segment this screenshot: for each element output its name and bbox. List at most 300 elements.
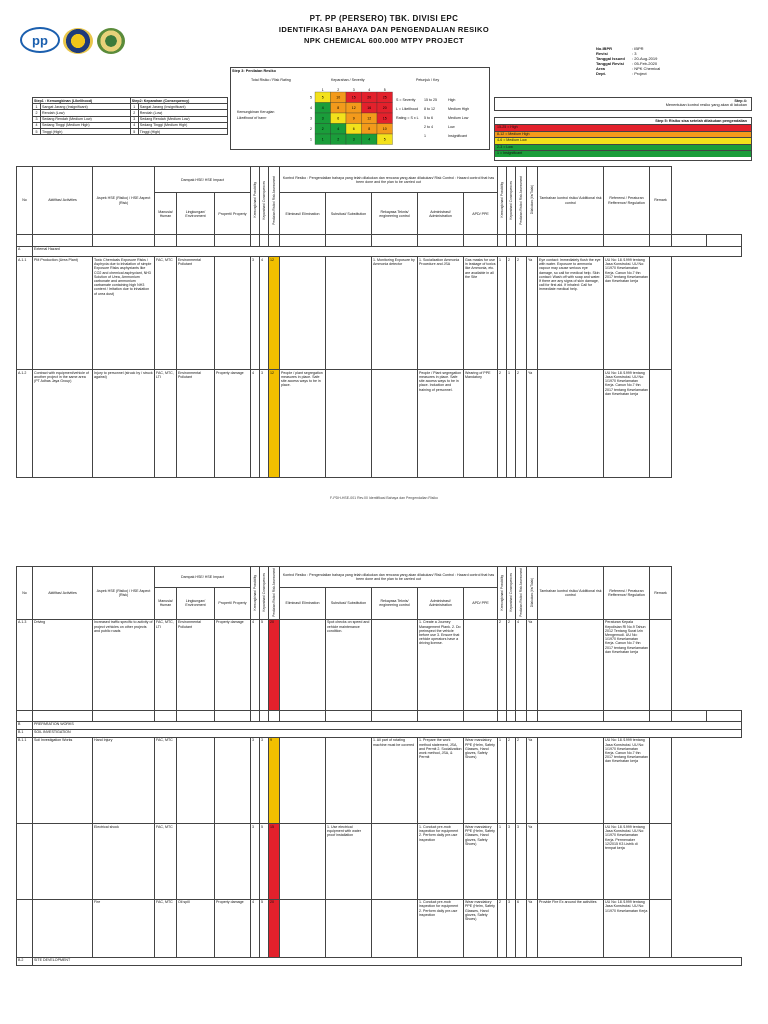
cell-r2: 2	[516, 737, 527, 824]
table-head-row	[17, 167, 742, 193]
step5-level: 8-12 = Medium High	[495, 131, 751, 138]
cell-ref: UU No: 18 /1999 tentang Jasa Konstruksi. UU No: 1/1970 Keselamatan Kerja. Canun No.7 thn 2017 tentang Keselamatan dan Kesehatan kerja	[604, 737, 650, 824]
matrix-cell-value: 10	[336, 95, 341, 100]
matrix-cell-value: 3	[321, 116, 324, 121]
page-footer: F-PDH-HSE-001 Rev.00 Identifikasi Bahaya dan Pengendalian Risiko	[330, 496, 438, 500]
cell-subs	[326, 737, 372, 824]
likelihood-cell: Sedang Tinggi (Medium High)	[41, 122, 131, 128]
cell-rek	[372, 619, 418, 711]
section-code: B.2	[17, 957, 33, 965]
matrix-cell-value: 16	[367, 105, 372, 110]
cell-k: 3	[251, 257, 260, 370]
cell-remark	[650, 899, 672, 957]
cell-aspek: Toxic Chemicals Exposure Risks / Asphyxia due to inhalation of simple Exposure Risks asphyxiants like CO2 and chemical asphyxiant, NH3 Solution of Urea, Ammonium carbonate and ammonium carbamate containing high NH3 content / Irritation due to inhalation of urea dust)	[93, 257, 155, 370]
section-code: A	[17, 246, 33, 257]
cell-remark	[650, 824, 672, 899]
cell-elim: People / plant segregation measures in place. Safe site access ways to be in place.	[280, 370, 326, 478]
matrix-cell-value: 15	[351, 95, 356, 100]
cell-rek: 1. Monitoring Exposure by Ammonia detector	[372, 257, 418, 370]
col-risk-control: Kontrol Resiko : Pengendalian bahaya yang telah dilakukan dan rencana yang akan dilakukan/ Risk Control : Hazard control that has been done and the plan to be carried out	[280, 167, 498, 193]
cell-s2: 2	[507, 737, 516, 824]
cell-dil: Ya	[527, 257, 538, 370]
likelihood-cell: 5	[130, 129, 138, 135]
step5-level: 15-25 = High	[495, 124, 751, 131]
cell-act: PM Production (Urea Plant)	[33, 257, 93, 370]
table-row	[17, 737, 742, 824]
cell-s: 4	[260, 257, 269, 370]
cell-rr: 20	[269, 899, 280, 957]
cell-r2: 2	[516, 370, 527, 478]
likelihood-cell: Tinggi (High)	[41, 129, 131, 135]
matrix-cell-value: 8	[337, 105, 340, 110]
step3-key-level: Medium High	[448, 107, 470, 111]
cell-ref: UU No: 18 /1999 tentang Jasa Konstruksi. UU No: 1/1970 Keselamatan Kerja. Canun No.7 thn 2017 tentang Keselamatan dan Kesehatan kerja	[604, 257, 650, 370]
cell-man: FAC, MTC	[155, 899, 177, 957]
cell-no: A.1.3	[17, 619, 33, 711]
cell-rr: 9	[269, 737, 280, 824]
cell-ling: Environmental Pollutant	[177, 257, 215, 370]
table-row	[17, 370, 742, 478]
cell-k: 3	[251, 737, 260, 824]
col-ppe: APD/ PPE	[464, 193, 498, 235]
cell-elim	[280, 737, 326, 824]
meta-value: : IBPR	[632, 46, 644, 51]
meta-value: : 05-Feb-2020	[632, 61, 658, 66]
cell-adm: 1. Conduct pre-mob inspection for equipment 2. Perform daily pre-use inspection	[418, 824, 464, 899]
section-code: B	[17, 721, 33, 729]
step3-legend-item: Rating = S x L	[396, 116, 419, 120]
step3-key-level: Medium Low	[448, 116, 469, 120]
cell-apd: Gas masks for use in leakage of toxics like Ammonia, etc. are available in all the Site	[464, 257, 498, 370]
col-substitution: Subsitusi/ Substitution	[326, 193, 372, 235]
step3-risk-matrix	[230, 67, 490, 150]
section-row	[17, 721, 742, 729]
col-consequences: Keparahan/ Consequences	[261, 180, 266, 220]
cell-k2: 1	[498, 737, 507, 824]
section-label: PREPARATION WORKS	[33, 721, 742, 729]
table-row	[17, 619, 742, 711]
col-aspect: Aspek HSE (Risiko) / HSE Aspect (Risk)	[93, 567, 155, 620]
cell-s: 3	[260, 370, 269, 478]
matrix-cell-value: 4	[337, 126, 340, 131]
col-administration: Administrasi/ Administration	[418, 587, 464, 619]
cell-man: FAC, MTC, LTI	[155, 370, 177, 478]
col-impact: Dampak HSE/ HSE Impact	[155, 567, 251, 588]
likelihood-cell: 4	[33, 122, 41, 128]
cell-man: FAC, MTC	[155, 257, 177, 370]
step4-subtitle: Menentukan kontrol resiko yang akan di lakukan	[665, 103, 747, 107]
col-done: Dilakukan (Ya/Tidak)	[529, 577, 534, 607]
cell-dil: Ya	[527, 737, 538, 824]
matrix-row-label: 5	[310, 95, 312, 100]
col-possibility-2: Kemungkinan/ Possibility	[499, 182, 504, 218]
step3-keys	[424, 98, 488, 143]
cell-no: A.1.1	[17, 257, 33, 370]
cell-adm: 1. Socialization Ammonia Procedure and JSA	[418, 257, 464, 370]
cell-act	[33, 824, 93, 899]
cell-rr: 12	[269, 370, 280, 478]
col-environment: Lingkungan/ Environment	[177, 193, 215, 235]
matrix-cell-value: 3	[352, 137, 355, 142]
cell-k: 3	[251, 824, 260, 899]
cell-ref: UU No: 18 /1999 tentang Jasa Konstruksi. UU No: 1/1970 Keselamatan Kerja. Permenaker 12/2015 K3 Listrik di tempat kerja	[604, 824, 650, 899]
matrix-cell-value: 25	[382, 95, 387, 100]
matrix-cell-value: 8	[368, 126, 371, 131]
cell-ref: UU No: 18 /1999 tentang Jasa Konstruksi. UU No: 1/1970 Keselamatan Kerja	[604, 899, 650, 957]
cell-aspek: Electrical shock	[93, 824, 155, 899]
matrix-col-label: 3	[352, 88, 355, 92]
cell-s2: 3	[507, 899, 516, 957]
cell-rr: 15	[269, 824, 280, 899]
cell-tamb	[538, 619, 604, 711]
step3-likelihood-label: Kemungkinan Kerugian	[237, 110, 275, 114]
cell-no: A.1.2	[17, 370, 33, 478]
section-label: SITE DEVELOPMENT	[33, 957, 742, 965]
cell-apd	[464, 619, 498, 711]
step3-key-level: High	[448, 98, 456, 102]
matrix-row-label: 4	[310, 105, 312, 110]
cell-tamb	[538, 824, 604, 899]
step3-key-row	[424, 98, 488, 107]
col-risk-assessment-2: Penilaian Risiko/ Risk Assessment	[518, 567, 523, 617]
col-activities: Aktifitas/ Activities	[33, 567, 93, 620]
cell-elim	[280, 619, 326, 711]
cell-rr: 20	[269, 619, 280, 711]
step4-title: Step 4:	[734, 99, 747, 103]
matrix-cell-value: 5	[383, 137, 386, 142]
cell-s: 5	[260, 899, 269, 957]
likelihood-cell: Rendah (Low)	[138, 110, 227, 116]
cell-subs: Spot checks on speed and vehicle maintenance condition.	[326, 619, 372, 711]
likelihood-cell: Sedang Tinggi (Medium High)	[138, 122, 227, 128]
col-risk-assessment-2: Penilaian Risiko/ Risk Assessment	[518, 175, 523, 225]
cell-ling: Environmental Pollutant	[177, 370, 215, 478]
cell-k: 4	[251, 370, 260, 478]
cell-apd: Wearing of PPE Mandatory	[464, 370, 498, 478]
step3-key-row	[424, 107, 488, 116]
cell-dil: Ya	[527, 899, 538, 957]
cell-s2: 2	[507, 619, 516, 711]
step3-key-range: 2 to 4	[424, 125, 433, 129]
col-possibility: Kemungkinan/ Possibility	[252, 182, 257, 218]
col-remark: Remark	[650, 167, 672, 235]
col-ppe: APD/ PPE	[464, 587, 498, 619]
table-row	[17, 824, 742, 899]
cell-s2: 1	[507, 370, 516, 478]
step5-title: Step 5: Risiko sisa setelah dilakukan pengendalian	[655, 119, 747, 123]
spacer-row	[17, 235, 742, 247]
col-reference: Referensi / Peraturan Refference/ Regulation	[604, 167, 650, 235]
hazard-table-page1	[16, 166, 742, 478]
col-activities: Aktifitas/ Activities	[33, 167, 93, 235]
col-done: Dilakukan (Ya/Tidak)	[529, 185, 534, 215]
section-row	[17, 957, 742, 965]
cell-adm: 1. Prepare the work method statement, JSA, and Permit 2. Socialization work method, JSA, & Permit	[418, 737, 464, 824]
step1-header: Step1 : Kemungkinan (Likelihood)	[33, 98, 131, 104]
col-consequences-2: Keparahan/ Consequences	[508, 573, 513, 612]
cell-prop: Property damage	[215, 619, 251, 711]
col-human: Manusia/ Human	[155, 587, 177, 619]
col-reference: Referensi / Peraturan Refference/ Regulation	[604, 567, 650, 620]
matrix-cell-value: 12	[351, 105, 356, 110]
col-administration: Administrasi/ Administration	[418, 193, 464, 235]
meta-key: Area	[596, 66, 605, 71]
col-consequences: Keparahan/ Consequences	[261, 573, 266, 612]
table-head-row	[17, 567, 742, 588]
matrix-col-label: 2	[337, 88, 340, 92]
cell-subs	[326, 899, 372, 957]
step5-box	[494, 117, 752, 161]
cell-dil: Ya	[527, 619, 538, 711]
step3-legend-item: L = Likelihood	[396, 107, 419, 111]
cell-apd: Wear mandatory PPE (Helm, Safety Glasses, Hand gloves, Safety Shoes)	[464, 899, 498, 957]
step3-key-level: Insignificant	[448, 134, 467, 138]
company-name: PT. PP (PERSERO) TBK. DIVISI EPC	[309, 14, 459, 23]
cell-k2: 2	[498, 619, 507, 711]
matrix-cell-value: 15	[382, 116, 387, 121]
cell-k2: 2	[498, 899, 507, 957]
cell-elim	[280, 257, 326, 370]
matrix-cell-value: 5	[321, 95, 324, 100]
step3-key-range: 5 to 6	[424, 116, 433, 120]
matrix-cell-value: 4	[368, 137, 371, 142]
table-row	[17, 257, 742, 370]
col-consequences-2: Keparahan/ Consequences	[508, 180, 513, 220]
cell-prop: Property damage	[215, 899, 251, 957]
col-possibility: Kemungkinan/ Possibility	[252, 574, 257, 611]
likelihood-consequence-table	[32, 97, 228, 135]
cell-k2: 1	[498, 257, 507, 370]
col-engineering: Rekayasa Teknis/ engineering control	[372, 587, 418, 619]
col-impact: Dampak HSE/ HSE Impact	[155, 167, 251, 193]
col-additional-control: Tambahan kontrol risiko/ Additional risk control	[538, 567, 604, 620]
step3-key-range: 1	[424, 134, 426, 138]
cell-tamb	[538, 737, 604, 824]
table-row	[17, 899, 742, 957]
step5-level: 1 = Insignificant	[495, 150, 751, 157]
cell-prop: Property damage	[215, 370, 251, 478]
likelihood-cell: Tinggi (High)	[138, 129, 227, 135]
cell-no	[17, 824, 33, 899]
step3-legend	[396, 98, 419, 125]
col-property: Properti/ Property	[215, 193, 251, 235]
col-environment: Lingkungan/ Environment	[177, 587, 215, 619]
cell-act	[33, 899, 93, 957]
matrix-row-label: 2	[310, 126, 312, 131]
cell-r2: 4	[516, 619, 527, 711]
cell-prop	[215, 737, 251, 824]
cell-act: Driving	[33, 619, 93, 711]
cell-adm: 1. Conduct pre-mob inspection for equipment 2. Perform daily pre-use inspection	[418, 899, 464, 957]
col-additional-control: Tambahan kontrol risiko/ Additional risk control	[538, 167, 604, 235]
cell-k2: 1	[498, 824, 507, 899]
matrix-row-label: 1	[310, 137, 312, 142]
likelihood-cell: 4	[130, 122, 138, 128]
cell-apd: Wear mandatory PPE (Helm, Safety Glasses, Hand gloves, Safety Shoes)	[464, 737, 498, 824]
cell-rek	[372, 899, 418, 957]
likelihood-cell: Sangat Jarang (Insignificant)	[138, 104, 227, 110]
meta-key: Tanggal Issued	[596, 56, 625, 61]
matrix-cell-value: 1	[321, 137, 324, 142]
section-row	[17, 246, 742, 257]
likelihood-cell: 1	[130, 104, 138, 110]
cell-ling	[177, 737, 215, 824]
cell-tamb	[538, 370, 604, 478]
step3-total: Total Risiko / Risk Rating	[251, 78, 291, 82]
cell-tamb: Eye contact: Immediately flush the eye with water. Exposure to ammonia vapour may cause serious eye damage, so call for medical help. Skin contact: Wash off with soap and water. If there are any signs of skin damage, call for first aid. If inhaled: Call for immediate medical help.	[538, 257, 604, 370]
cell-s2: 3	[507, 824, 516, 899]
cell-k: 4	[251, 619, 260, 711]
step5-level: 2-3 = Low	[495, 144, 751, 151]
meta-key: Revisi	[596, 51, 608, 56]
cell-act: Contract with equipment/vehicle of another project in the same area (PT Adhas Jaya Group)	[33, 370, 93, 478]
cell-rr: 12	[269, 257, 280, 370]
cell-aspek: Increased traffic specific to activity of project vehicles on other projects and public roads	[93, 619, 155, 711]
likelihood-cell: Rendah (Low)	[41, 110, 131, 116]
col-elimination: Eliminasi/ Elimination	[280, 587, 326, 619]
doc-title: IDENTIFIKASI BAHAYA DAN PENGENDALIAN RESIKO	[278, 25, 490, 34]
cell-k: 4	[251, 899, 260, 957]
matrix-col-label: 5	[383, 88, 386, 92]
cell-ling: Environmental Pollutant	[177, 619, 215, 711]
step2-header: Step2: Keparahan (Consequency)	[130, 98, 227, 104]
cell-subs: 1. Use electrical equipment with water proof installation	[326, 824, 372, 899]
matrix-col-label: 1	[321, 88, 324, 92]
project-name: NPK CHEMICAL 600.000 MTPY PROJECT	[303, 36, 465, 45]
cell-rek	[372, 824, 418, 899]
cell-k2: 2	[498, 370, 507, 478]
cell-ling	[177, 824, 215, 899]
cell-prop	[215, 824, 251, 899]
cell-ref: UU No: 18 /1999 tentang Jasa Konstruksi. UU No: 1/1970 Keselamatan Kerja. Canun No.7 thn 2017 tentang Keselamatan dan Kesehatan kerja	[604, 370, 650, 478]
matrix-cell-value: 12	[367, 116, 372, 121]
likelihood-row	[33, 129, 228, 135]
col-possibility-2: Kemungkinan/ Possibility	[499, 574, 504, 611]
likelihood-cell: 2	[33, 110, 41, 116]
col-risk-control: Kontrol Resiko : Pengendalian bahaya yang telah dilakukan dan rencana yang akan dilakukan/ Risk Control : Hazard control that has been done and the plan to be carried out	[280, 567, 498, 588]
cell-r2: 6	[516, 899, 527, 957]
cell-r2: 3	[516, 824, 527, 899]
cell-aspek: Hand Injury	[93, 737, 155, 824]
col-human: Manusia/ Human	[155, 193, 177, 235]
meta-key: Tanggal Revisi	[596, 61, 624, 66]
cell-elim	[280, 899, 326, 957]
cell-ref: Peraturan Kepala Kepolisian RI No.9 Tahun 2012 Tentang Surat Izin Mengemudi. UU No: 1/1970 Keselamatan Kerja. Canun No.7 thn 2017 tentang Keselamatan dan Kesehatan kerja	[604, 619, 650, 711]
cell-rek: 1. All part of rotating machine must be covered	[372, 737, 418, 824]
cell-s: 5	[260, 619, 269, 711]
step4-box	[494, 97, 752, 111]
meta-key: Dept.	[596, 71, 606, 76]
col-substitution: Subsitusi/ Substitution	[326, 587, 372, 619]
col-remark: Remark	[650, 567, 672, 620]
cell-no	[17, 899, 33, 957]
cell-s: 5	[260, 824, 269, 899]
matrix-cell-value: 2	[321, 126, 324, 131]
col-property: Properti/ Property	[215, 587, 251, 619]
cell-dil: Ya	[527, 370, 538, 478]
cell-no: B.1.1	[17, 737, 33, 824]
likelihood-cell: Sedang Rendah (Medium Low)	[41, 116, 131, 122]
cell-adm: 1. Create a Journey Management Plank. 2. Do preinspect the vehicle before use 3. Ensure that vehicle operators have a driving license.	[418, 619, 464, 711]
likelihood-cell: Sangat Jarang (Insignificant)	[41, 104, 131, 110]
cell-remark	[650, 370, 672, 478]
cell-s: 3	[260, 737, 269, 824]
col-no: No	[17, 567, 33, 620]
likelihood-cell: 2	[130, 110, 138, 116]
col-risk-assessment: Penilaian Risiko/ Risk Assessment	[271, 175, 276, 225]
risk-matrix-grid	[297, 86, 393, 150]
matrix-cell-value: 4	[321, 105, 324, 110]
cell-apd: Wear mandatory PPE (Helm, Safety Glasses, Hand gloves, Safety Shoes)	[464, 824, 498, 899]
spacer-row	[17, 711, 742, 721]
section-row	[17, 729, 742, 737]
cell-remark	[650, 737, 672, 824]
matrix-cell-value: 6	[352, 126, 355, 131]
section-code: B.1	[17, 729, 33, 737]
step3-key-row	[424, 116, 488, 125]
step3-key-range: 15 to 25	[424, 98, 437, 102]
section-label: SOIL INVESTIGATION	[33, 729, 742, 737]
matrix-row-label: 3	[310, 116, 312, 121]
step3-key-level: Low	[448, 125, 455, 129]
likelihood-cell: 3	[33, 116, 41, 122]
pp-logo: pp	[20, 27, 60, 53]
matrix-cell-value: 2	[337, 137, 340, 142]
col-engineering: Rekayasa Teknis/ engineering control	[372, 193, 418, 235]
likelihood-cell: 5	[33, 129, 41, 135]
cell-remark	[650, 257, 672, 370]
step3-key-row	[424, 125, 488, 134]
step3-severity: Keparahan / Severity	[331, 78, 365, 82]
col-no: No	[17, 167, 33, 235]
matrix-cell-value: 20	[382, 105, 387, 110]
step3-likelihood-en: Likelihood of harm	[237, 116, 267, 120]
col-elimination: Eliminasi/ Elimination	[280, 193, 326, 235]
cell-prop	[215, 257, 251, 370]
cell-dil: Ya	[527, 824, 538, 899]
matrix-col-label: 4	[368, 88, 371, 92]
cell-elim	[280, 824, 326, 899]
meta-value: : 3	[632, 51, 637, 56]
meta-key: No.IBPR	[596, 46, 612, 51]
cell-aspek: Injury to personnel (struck by / struck against)	[93, 370, 155, 478]
section-label: External Hazard	[33, 246, 742, 257]
matrix-cell-value: 20	[367, 95, 372, 100]
cell-s2: 2	[507, 257, 516, 370]
cell-ling: Oil spill	[177, 899, 215, 957]
step3-key: Petunjuk / Key	[416, 78, 440, 82]
step3-key-range: 8 to 12	[424, 107, 435, 111]
cell-remark	[650, 619, 672, 711]
meta-value: : Project	[632, 71, 647, 76]
step3-title: Step 3: Penilaian Resiko	[232, 69, 276, 73]
likelihood-cell: 3	[130, 116, 138, 122]
step5-level: 4-6 = Medium Low	[495, 137, 751, 144]
cell-rek	[372, 370, 418, 478]
cell-aspek: Fire	[93, 899, 155, 957]
cell-man: FAC, MTC	[155, 824, 177, 899]
likelihood-cell: 1	[33, 104, 41, 110]
doc-meta	[596, 46, 660, 76]
likelihood-cell: Sedang Rendah (Medium Low)	[138, 116, 227, 122]
col-aspect: Aspek HSE (Risiko) / HSE Aspect (Risk)	[93, 167, 155, 235]
meta-value: : NPK Chemical	[632, 66, 661, 71]
step3-key-row	[424, 134, 488, 143]
col-risk-assessment: Penilaian Risiko/ Risk Assessment	[271, 567, 276, 617]
cell-subs	[326, 370, 372, 478]
cell-man: FAC, MTC	[155, 737, 177, 824]
matrix-cell-value: 6	[337, 116, 340, 121]
